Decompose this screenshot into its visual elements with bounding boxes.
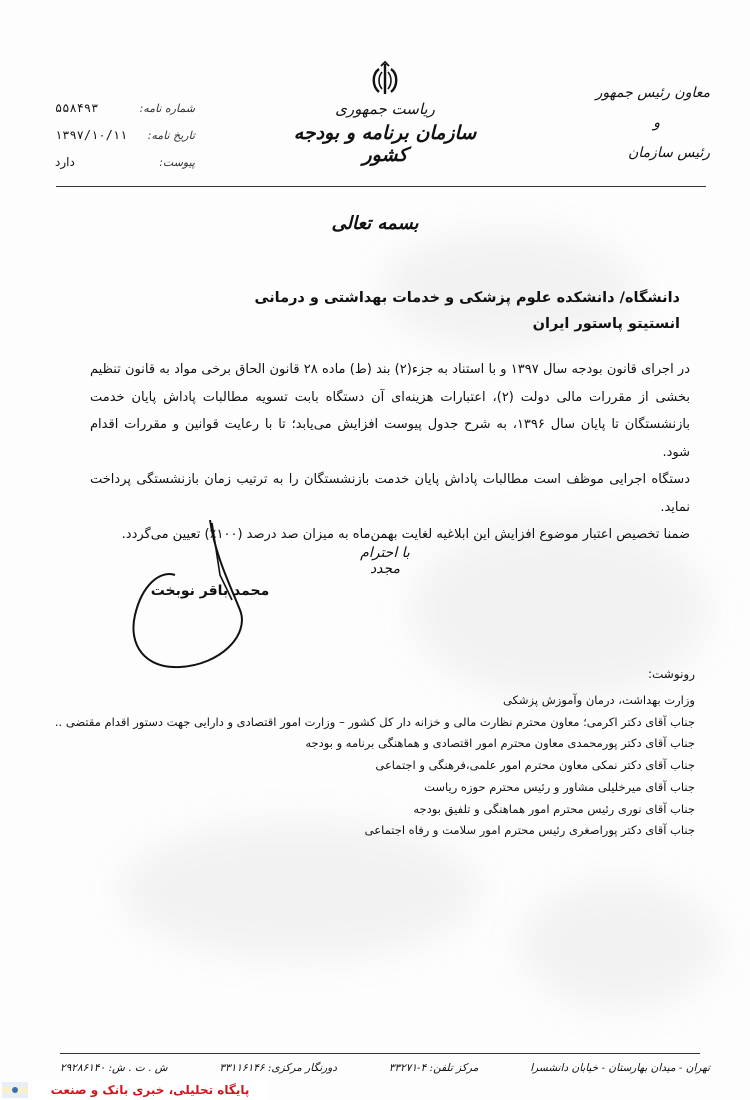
iran-emblem-icon [365,60,405,100]
site-watermark: پایگاه تحلیلی، خبری بانک و صنعت [32,1080,268,1100]
footer-address: تهران - میدان بهارستان - خیابان دانشسرا [530,1062,710,1074]
cc-title: رونوشت: [647,667,695,681]
meta-row-date [55,122,195,149]
body-paragraph-2: دستگاه اجرایی موظف است مطالبات پاداش پایان خدمت بازنشستگان را به ترتیب زمان بازنشستگی پرداخت نماید. [90,472,690,515]
cc-item: جناب آقای نوری رئیس محترم امور هماهنگی و تلفیق بودجه [413,801,695,816]
organization-heading [290,100,480,166]
letter-number-value: ۵۵۸۴۹۳ [55,101,99,115]
letter-number-label: شماره نامه: [139,102,195,115]
header-divider [56,186,706,187]
bismillah: بسمه تعالی [331,213,419,234]
letter-meta [55,95,195,176]
footer-registration: ش . ت . ش: ۲۹۲۸۶۱۴۰ [60,1062,168,1074]
body-paragraph-1: در اجرای قانون بودجه سال ۱۳۹۷ و با استناد به جزء(۲) بند (ط) ماده ۲۸ قانون الحاق برخی مواد به قانون تنظیم بخشی از مقررات مالی دولت (۲)، اعتبارات هزینه‌ای آن دستگاه بابت تسویه مطالبات پاداش پایان خدمت بازنشستگان تا پایان سال ۱۳۹۶، به شرح جدول پیوست افزایش می‌یابد؛ تا با رعایت قوانین و مقررات اقدام شود. [90,362,691,460]
attachment-label: پیوست: [159,156,195,169]
cc-item: جناب آقای دکتر پوراصغری رئیس محترم امور سلامت و رفاه اجتماعی [364,823,695,838]
presidency-label: ریاست جمهوری [335,100,435,118]
footer-switchboard: مرکز تلفن: ۴-۳۳۲۷۱ [388,1062,479,1074]
closing-regards: با احترام مجدد [360,545,410,577]
attachment-value: دارد [55,155,75,169]
scan-smudge [520,880,720,1010]
letter-date-label: تاریخ نامه: [147,129,195,142]
letter-date-value: ۱۳۹۷/۱۰/۱۱ [55,128,128,142]
meta-row-number [55,95,195,122]
flag-icon [2,1082,28,1098]
recipient-title-line1: معاون رئیس جمهور [595,85,710,101]
recipient-title-and: و [653,115,660,131]
addressee-line1: دانشگاه/ دانشکده علوم پزشکی و خدمات بهداشتی و درمانی [254,290,680,306]
organization-name: سازمان برنامه و بودجه کشور [293,122,477,166]
cc-item: جناب آقای میرخلیلی مشاور و رئیس محترم حوزه ریاست [424,779,695,794]
footer-fax: دورنگار مرکزی: ۳۳۱۱۶۱۴۶ [219,1062,337,1074]
body-paragraph-3: ضمنا تخصیص اعتبار موضوع افزایش این ابلاغیه لغایت بهمن‌ماه به میزان صد درصد (۱۰۰٪) تعیین می‌گردد. [121,527,690,542]
addressee-line2: انستیتو پاستور ایران [532,316,680,332]
addressee-block [120,285,680,337]
recipient-title-block [580,78,710,168]
cc-item: جناب آقای دکتر اکرمی؛ معاون محترم نظارت مالی و خزانه دار کل کشور – وزارت امور اقتصادی و دارایی جهت دستور اقدام مقتضی .. [54,714,695,729]
recipient-title-line2: رئیس سازمان [628,145,710,161]
footer-divider [60,1053,700,1054]
signatory-name: محمد باقر نوبخت [150,583,270,599]
cc-item: جناب آقای دکتر نمکی معاون محترم امور علمی،فرهنگی و اجتماعی [375,758,695,773]
cc-list [54,690,695,842]
meta-row-attachment [55,149,195,176]
cc-item: وزارت بهداشت، درمان و‌آموزش پزشکی [502,693,695,707]
cc-item: جناب آقای دکتر پورمحمدی معاون محترم امور اقتصادی و هماهنگی برنامه و بودجه [305,736,695,751]
